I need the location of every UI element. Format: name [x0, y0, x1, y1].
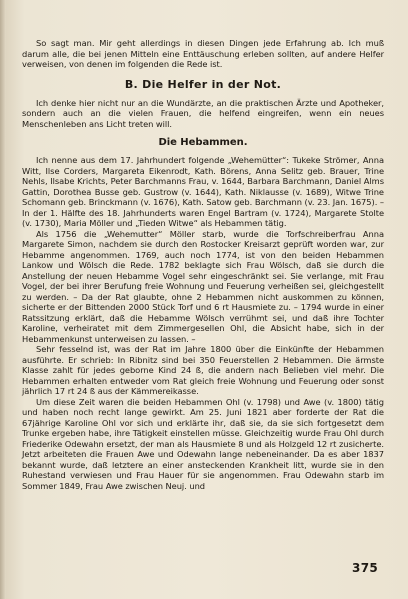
page-number: 375	[352, 561, 378, 575]
page-content	[22, 38, 384, 491]
body-paragraph: Um diese Zeit waren die beiden Hebammen Ohl (v. 1798) und Awe (v. 1800) tätig und haben noch recht lange gewirkt. Am 25. Juni 1821 aber forderte der Rat die 67jährige Karoline Ohl vor sich und erklärte ihr, daß sie, da sie sich fortgesetzt dem Trunke ergeben habe, ihre Tätigkeit einstellen müsse. Gleichzeitig wurde Frau Ohl durch Friederike Odewahn ersetzt, der man als Hausmiete 8 und als Holzgeld 12 rt zusicherte. Jetzt arbeiteten die Frauen Awe und Odewahn lange nebeneinander. Da es aber 1837 bekannt wurde, daß letztere an einer ansteckenden Krankheit litt, wurde sie in den Ruhestand verwiesen und Frau Hauer für sie angenommen. Frau Odewahn starb im Sommer 1849, Frau Awe zwischen Neuj. und	[22, 396, 384, 491]
section-intro-paragraph: Ich denke hier nicht nur an die Wundärzte, an die praktischen Ärzte und Apotheker, sondern auch an die vielen Frauen, die helfend eingreifen, wenn ein neues Menschenleben ans Licht treten will.	[22, 97, 384, 129]
body-paragraph: Als 1756 die „Wehemutter“ Möller starb, wurde die Torfschreiberfrau Anna Margarete Simon, nachdem sie durch den Rostocker Kreisarzt geprüft worden war, zur Hebamme angenommen. 1769, auch noch 1774, ist von den beiden Hebammen Lankow und Wölsch die Rede. 1782 beklagte sich Frau Wölsch, daß sie durch die Anstellung der neuen Hebamme Vogel sehr eingeschränkt sei. Sie verlange, mit Frau Vogel, der bei ihrer Berufung freie Wohnung und Feuerung verheißen sei, gleichgestellt zu werden. – Da der Rat glaubte, ohne 2 Hebammen nicht auskommen zu können, sicherte er der Bittenden 2000 Stück Torf und 6 rt Hausmiete zu. – 1794 wurde in einer Ratssitzung erklärt, daß die Hebamme Wölsch verrühmt sei, und daß ihre Tochter Karoline, verheiratet mit dem Zimmergesellen Ohl, die Absicht habe, sich in der Hebammenkunst unterweisen zu lassen. –	[22, 228, 384, 344]
section-heading: B. Die Helfer in der Not.	[124, 77, 282, 91]
body-paragraph: Ich nenne aus dem 17. Jahrhundert folgende „Wehemütter“: Tukeke Strömer, Anna Witt, Ilse Corders, Margareta Eikenrodt, Kath. Börens, Anna Selitz geb. Brauer, Trine Nehls, Ilsabe Krichts, Peter Barchmanns Frau, v. 1644, Barbara Barchmann, Daniel Alms Gattin, Dorothea Busse geb. Gustrow (v. 1644), Kath. Niklausse (v. 1689), Witwe Trine Schomann geb. Brinckmann (v. 1676), Kath. Satow geb. Barchmann (v. 23. Jan. 1675). – In der 1. Hälfte des 18. Jahrhunderts waren Engel Bartram (v. 1724), Margarete Stolte (v. 1730), Maria Möller und „Tieden Witwe“ als Hebammen tätig.	[22, 155, 384, 228]
page-spine-shadow	[0, 0, 6, 599]
body-paragraph: Sehr fesselnd ist, was der Rat im Jahre 1800 über die Einkünfte der Hebammen ausführte. Er schrieb: In Ribnitz sind bei 350 Feuerstellen 2 Hebammen. Die ärmste Klasse zahlt für jedes geborne Kind 24 ß, die andern nach Belieben viel mehr. Die Hebammen erhalten entweder vom Rat gleich freie Wohnung und Feuerung oder sonst jährlich 17 rt 24 ß aus der Kämmereikasse.	[22, 344, 384, 396]
subsection-heading: Die Hebammen.	[158, 137, 248, 148]
intro-paragraph: So sagt man. Mir geht allerdings in diesen Dingen jede Erfahrung ab. Ich muß darum alle, die bei jenen Mitteln eine Enttäuschung erleben sollten, auf andere Helfer verweisen, von denen im folgenden die Rede ist.	[22, 38, 384, 69]
